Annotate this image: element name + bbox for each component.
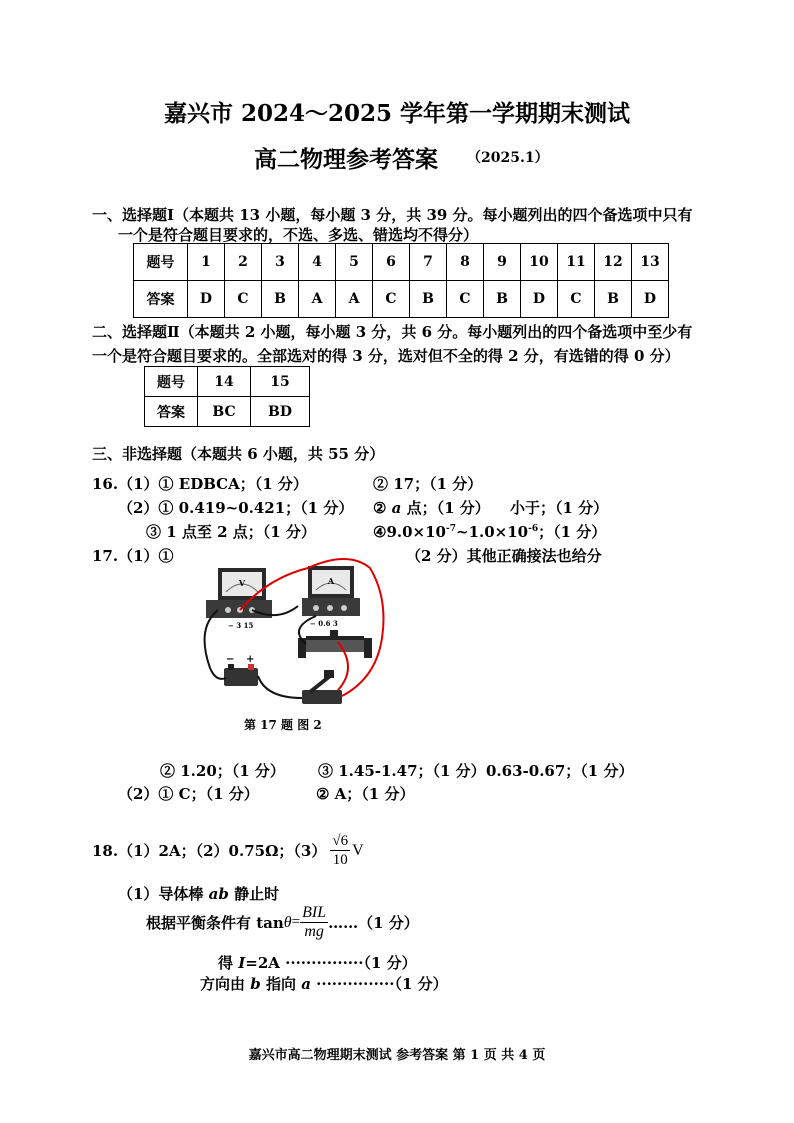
section2-answer-table <box>144 366 310 427</box>
q16-line3-a: ③ 1 点至 2 点；（1 分） <box>146 523 316 541</box>
q17-line2-b: ③ 1.45-1.47；（1 分） <box>318 762 486 780</box>
section1-heading-line2: 一个是符合题目要求的，不选、多选、错选均不得分） <box>118 226 479 244</box>
q16-line1-b: ② 17；（1 分） <box>373 475 483 493</box>
question-number: 10 <box>521 244 558 281</box>
ammeter-letter: A <box>327 576 335 586</box>
question-number: 15 <box>251 367 310 397</box>
ammeter-scale: − 0.6 3 <box>310 619 338 628</box>
q16-line2-b: ② a 点；（1 分） <box>373 499 490 517</box>
battery-minus: − <box>226 654 235 665</box>
switch <box>302 670 342 704</box>
question-number: 5 <box>336 244 373 281</box>
question-number: 2 <box>225 244 262 281</box>
question-number: 8 <box>447 244 484 281</box>
section2-heading-line1: 二、选择题Ⅱ（本题共 2 小题，每小题 3 分，共 6 分。每小题列出的四个备选项中至少有 <box>92 323 693 341</box>
battery <box>224 654 258 686</box>
section3-heading: 三、非选择题（本题共 6 小题，共 55 分） <box>92 445 385 463</box>
exam-date: （2025.1） <box>467 150 549 166</box>
section1-heading-line1: 一、选择题Ⅰ（本题共 13 小题，每小题 3 分，共 39 分。每小题列出的四个备选项中只有 <box>92 206 693 224</box>
question-number: 11 <box>558 244 595 281</box>
table-row <box>145 397 310 427</box>
q17-line1-a: 17.（1）① <box>92 547 174 565</box>
q16-line2-a: （2）① 0.419~0.421；（1 分） <box>118 499 354 517</box>
table-header-cell: 答案 <box>145 397 198 427</box>
q16-line1-a: 16.（1）① EDBCA；（1 分） <box>92 475 308 493</box>
q16-line3-b: $④9.0\times 10^{-7}\sim 1.0\times 10^{-6}$；（1 分） <box>373 523 607 541</box>
table-header-cell: 答案 <box>134 281 188 318</box>
answer-cell: C <box>558 281 595 318</box>
question-number: 1 <box>188 244 225 281</box>
answer-cell: B <box>484 281 521 318</box>
q18-equation: 根据平衡条件有 tan θ = $\frac{\text{BIL}}{mg}$ ……（1 分） <box>146 904 419 940</box>
answer-cell: C <box>373 281 410 318</box>
answer-cell: BD <box>251 397 310 427</box>
q17-line3-a: （2）① C；（1 分） <box>118 785 259 803</box>
answer-cell: B <box>410 281 447 318</box>
question-number: 6 <box>373 244 410 281</box>
battery-plus: + <box>246 654 255 665</box>
page-subtitle: 高二物理参考答案 <box>254 146 438 173</box>
q18-result: 得 I=2A ···············（1 分） <box>218 954 417 972</box>
answer-cell: B <box>595 281 632 318</box>
q17-line1-b: （2 分）其他正确接法也给分 <box>406 547 602 565</box>
answer-cell: B <box>262 281 299 318</box>
question-number: 7 <box>410 244 447 281</box>
q17-line2-a: ② 1.20；（1 分） <box>160 762 285 780</box>
section1-answer-table <box>133 243 669 318</box>
q16-line2-c: 小于；（1 分） <box>510 499 609 517</box>
answer-cell: BC <box>198 397 251 427</box>
q18-line1: 18.（1）2A；（2）0.75Ω；（3） $\frac{√6}{10}$ V <box>92 833 364 868</box>
page-footer: 嘉兴市高二物理期末测试 参考答案 第 1 页 共 4 页 <box>248 1048 546 1063</box>
q18-part1-heading: （1）导体棒 ab 静止时 <box>118 885 280 903</box>
answer-cell: C <box>225 281 262 318</box>
table-header-cell: 题号 <box>134 244 188 281</box>
table-row <box>145 367 310 397</box>
voltmeter-scale: − 3 15 <box>228 621 254 630</box>
circuit-photo <box>198 558 388 713</box>
q17-line2-c: 0.63-0.67；（1 分） <box>486 762 634 780</box>
q17-line3-b: ② A；（1 分） <box>316 785 415 803</box>
fraction-BIL-over-mg: $\frac{\text{BIL}}{mg}$ <box>302 904 327 940</box>
answer-cell: A <box>336 281 373 318</box>
answer-cell: D <box>188 281 225 318</box>
answer-cell: A <box>299 281 336 318</box>
table-row <box>134 281 669 318</box>
section2-heading-line2: 一个是符合题目要求的。全部选对的得 3 分，选对但不全的得 2 分，有选错的得 0 分） <box>92 347 680 365</box>
table-row <box>134 244 669 281</box>
fraction-sqrt6-over-10: $\frac{√6}{10}$ <box>332 833 349 868</box>
table-header-cell: 题号 <box>145 367 198 397</box>
voltmeter-letter: V <box>238 578 246 588</box>
answer-cell: D <box>521 281 558 318</box>
voltmeter <box>206 568 272 630</box>
answer-cell: D <box>632 281 669 318</box>
question-number: 12 <box>595 244 632 281</box>
question-number: 9 <box>484 244 521 281</box>
q18-direction: 方向由 b 指向 a ···············（1 分） <box>200 975 448 993</box>
question-number: 3 <box>262 244 299 281</box>
figure-caption: 第 17 题 图 2 <box>244 718 322 732</box>
question-number: 13 <box>632 244 669 281</box>
question-number: 4 <box>299 244 336 281</box>
answer-cell: C <box>447 281 484 318</box>
rheostat <box>298 630 372 658</box>
question-number: 14 <box>198 367 251 397</box>
page-title: 嘉兴市 2024～2025 学年第一学期期末测试 <box>163 100 631 127</box>
